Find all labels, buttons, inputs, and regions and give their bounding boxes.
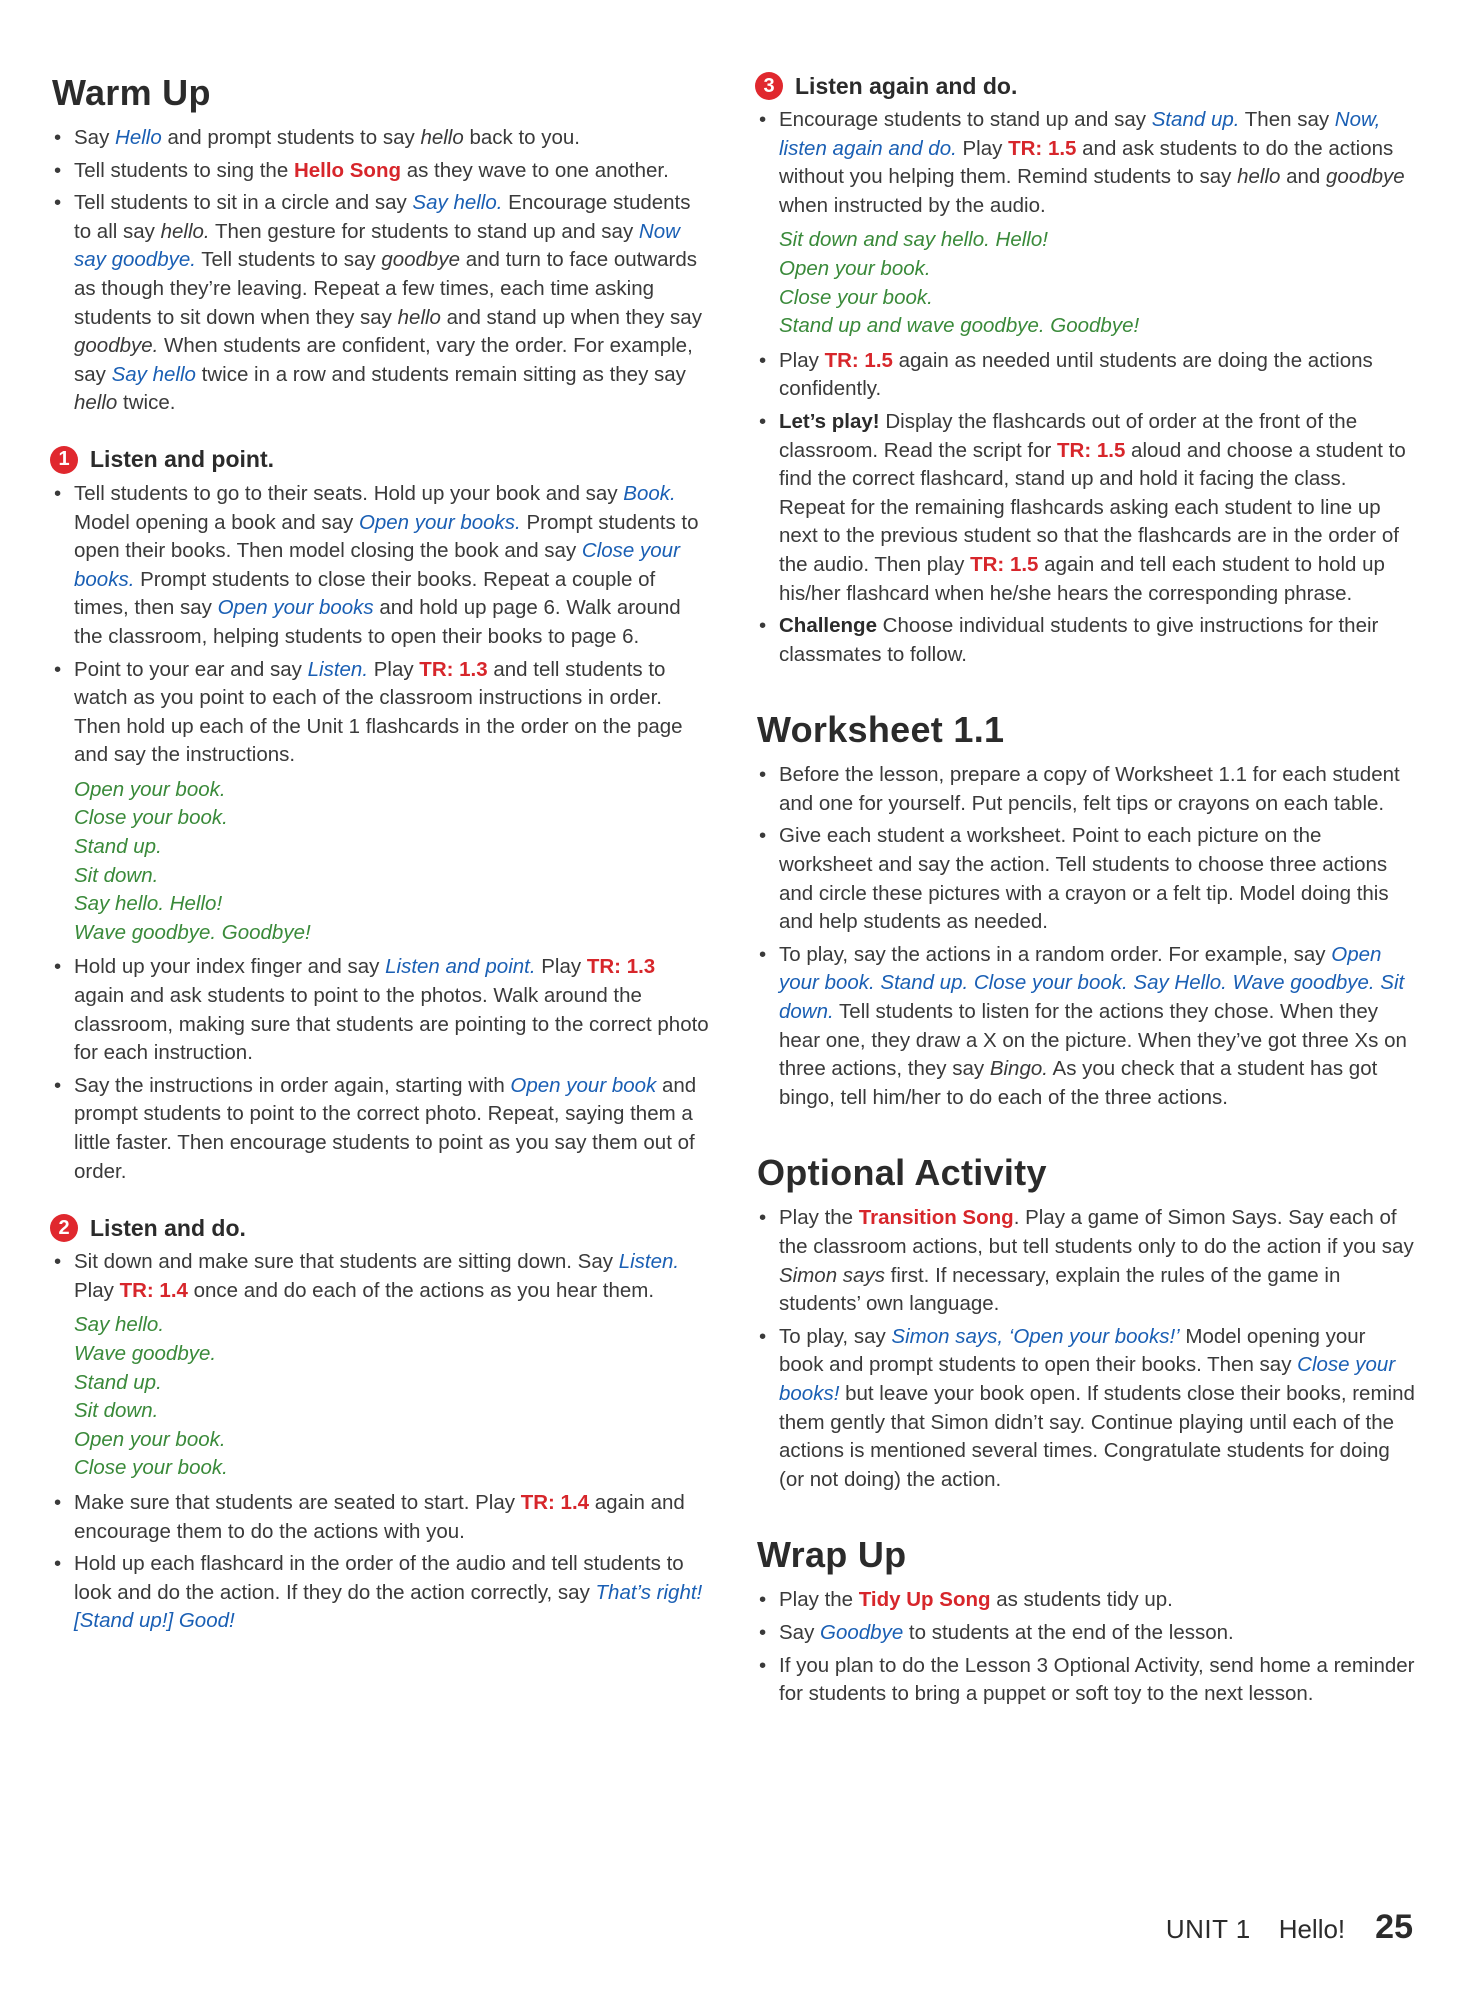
list-item: • If you plan to do the Lesson 3 Optional Activity, send home a reminder for students to bring a puppet or soft toy to the next lesson.	[755, 1652, 1415, 1709]
audio-script	[779, 226, 1415, 340]
optional-activity-list	[755, 1204, 1415, 1494]
activity-2-list-continued	[50, 1489, 710, 1636]
list-item: • Before the lesson, prepare a copy of Worksheet 1.1 for each student and one for yourself. Put pencils, felt tips or crayons on each table.	[755, 761, 1415, 818]
activity-title: Listen and point.	[90, 446, 274, 473]
list-item: • Give each student a worksheet. Point to each picture on the worksheet and say the action. Tell students to choose three actions and circle these pictures with a crayon or a felt tip. Model doing this and help students as needed.	[755, 822, 1415, 936]
activity-1-list-continued	[50, 953, 710, 1186]
activity-2-list	[50, 1248, 710, 1305]
script-line: Wave goodbye. Goodbye!	[74, 920, 311, 944]
warm-up-heading: Warm Up	[52, 72, 211, 113]
script-line: Say hello.	[74, 1313, 165, 1337]
page-number: 25	[1375, 1908, 1413, 1946]
activity-3-list	[755, 106, 1415, 220]
list-item: • Say Goodbye to students at the end of the lesson.	[755, 1619, 1415, 1648]
optional-activity-heading: Optional Activity	[757, 1152, 1047, 1194]
list-item: • Challenge Choose individual students to give instructions for their classmates to follow.	[755, 612, 1415, 669]
audio-script	[74, 1311, 710, 1483]
page-footer	[1166, 1908, 1413, 1947]
list-item: • To play, say Simon says, ‘Open your books!’ Model opening your book and prompt students to open their books. Then say Close your books! but leave your book open. If students close their books, remind them gently that Simon didn’t say. Continue playing until each of the actions is mentioned several times. Congratulate students for doing (or not doing) the action.	[755, 1323, 1415, 1495]
activity-3-list-continued	[755, 347, 1415, 670]
left-column	[50, 72, 710, 1640]
activity-title: Listen and do.	[90, 1214, 246, 1241]
activity-1-header	[50, 446, 710, 474]
list-item: • Sit down and make sure that students are sitting down. Say Listen. Play TR: 1.4 once and do each of the actions as you hear them.	[50, 1248, 710, 1305]
list-item: • Play the Transition Song. Play a game of Simon Says. Say each of the classroom actions, but tell students only to do the action if you say Simon says first. If necessary, explain the rules of the game in students’ own language.	[755, 1204, 1415, 1318]
activity-1-list	[50, 480, 710, 770]
script-line: Open your book.	[74, 1427, 226, 1451]
right-column	[755, 72, 1415, 1713]
audio-script	[74, 776, 710, 948]
unit-label: UNIT 1	[1165, 1914, 1251, 1944]
list-item: • Play the Tidy Up Song as students tidy up.	[755, 1586, 1415, 1615]
unit-title: Hello!	[1278, 1914, 1346, 1944]
script-line: Close your book.	[779, 285, 933, 309]
list-item: • Tell students to sing the Hello Song as they wave to one another.	[50, 157, 710, 186]
script-line: Sit down.	[74, 863, 159, 887]
warm-up-list	[50, 124, 710, 418]
list-item: • Say Hello and prompt students to say hello back to you.	[50, 124, 710, 153]
list-item: • Let’s play! Display the flashcards out of order at the front of the classroom. Read the script for TR: 1.5 aloud and choose a student to find the correct flashcard, stand up and hold it facing the class. Repeat for the remaining flashcards asking each student to line up next to the previous student so that the flashcards are in the order of the audio. Then play TR: 1.5 again and tell each student to hold up his/her flashcard when he/she hears the corresponding phrase.	[755, 408, 1415, 608]
list-item: • Point to your ear and say Listen. Play TR: 1.3 and tell students to watch as you point to each of the classroom instructions in order. Then hold up each of the Unit 1 flashcards in the order on the page and say the instructions.	[50, 656, 710, 770]
activity-3-header	[755, 72, 1415, 100]
list-item: • Encourage students to stand up and say Stand up. Then say Now, listen again and do. Play TR: 1.5 and ask students to do the actions without you helping them. Remind students to say hello and goodbye when instructed by the audio.	[755, 106, 1415, 220]
list-item: • Make sure that students are seated to start. Play TR: 1.4 again and encourage them to do the actions with you.	[50, 1489, 710, 1546]
script-line: Open your book.	[74, 777, 226, 801]
script-line: Stand up.	[74, 835, 162, 859]
wrap-up-heading: Wrap Up	[757, 1534, 907, 1576]
list-item: • Hold up each flashcard in the order of the audio and tell students to look and do the action. If they do the action correctly, say That’s right! [Stand up!] Good!	[50, 1550, 710, 1636]
script-line: Wave goodbye.	[74, 1341, 217, 1365]
wrap-up-list	[755, 1586, 1415, 1708]
script-line: Say hello. Hello!	[74, 892, 223, 916]
script-line: Sit down.	[74, 1399, 159, 1423]
activity-title: Listen again and do.	[795, 72, 1018, 99]
script-line: Stand up and wave goodbye. Goodbye!	[779, 314, 1140, 338]
list-item: • Tell students to sit in a circle and say Say hello. Encourage students to all say hello. Then gesture for students to stand up and say Now say goodbye. Tell students to say goodbye and turn to face outwards as though they’re leaving. Repeat a few times, each time asking students to sit down when they say hello and stand up when they say goodbye. When students are confident, vary the order. For example, say Say hello twice in a row and students remain sitting as they say hello twice.	[50, 189, 710, 418]
script-line: Close your book.	[74, 1456, 228, 1480]
script-line: Open your book.	[779, 256, 931, 280]
list-item: • Play TR: 1.5 again as needed until students are doing the actions confidently.	[755, 347, 1415, 404]
script-line: Stand up.	[74, 1370, 162, 1394]
activity-number-badge: 2	[50, 1214, 78, 1242]
worksheet-list	[755, 761, 1415, 1112]
list-item: • To play, say the actions in a random order. For example, say Open your book. Stand up. Close your book. Say Hello. Wave goodbye. Sit down. Tell students to listen for the actions they chose. When they hear one, they draw a X on the picture. When they’ve got three Xs on three actions, they say Bingo. As you check that a student has got bingo, tell him/her to do each of the three actions.	[755, 941, 1415, 1113]
script-line: Sit down and say hello. Hello!	[779, 228, 1048, 252]
script-line: Close your book.	[74, 806, 228, 830]
worksheet-heading: Worksheet 1.1	[757, 709, 1005, 751]
list-item: • Hold up your index finger and say Listen and point. Play TR: 1.3 again and ask students to point to the photos. Walk around the classroom, making sure that students are pointing to the correct photo for each instruction.	[50, 953, 710, 1067]
list-item: • Say the instructions in order again, starting with Open your book and prompt students to point to the correct photo. Repeat, saying them a little faster. Then encourage students to point as you say them out of order.	[50, 1072, 710, 1186]
list-item: • Tell students to go to their seats. Hold up your book and say Book. Model opening a book and say Open your books. Prompt students to open their books. Then model closing the book and say Close your books. Prompt students to close their books. Repeat a couple of times, then say Open your books and hold up page 6. Walk around the classroom, helping students to open their books to page 6.	[50, 480, 710, 652]
activity-number-badge: 1	[50, 446, 78, 474]
activity-2-header	[50, 1214, 710, 1242]
activity-number-badge: 3	[755, 72, 783, 100]
